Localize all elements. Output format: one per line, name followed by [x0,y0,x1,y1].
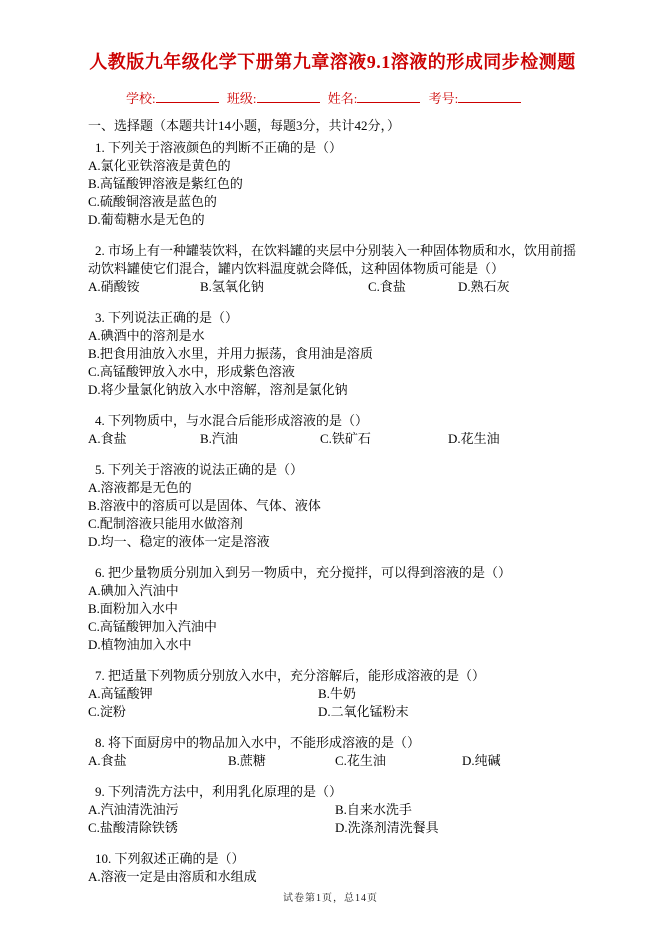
class-blank-line [257,90,320,103]
page-title: 人教版九年级化学下册第九章溶液9.1溶液的形成同步检测题 [89,52,576,72]
question-8 [88,734,577,770]
section-header: 一、选择题（本题共计14小题，每题3分，共计42分，） [88,118,401,133]
question-text: 2. 市场上有一种罐装饮料，在饮料罐的夹层中分别装入一种固体物质和水，饮用前摇动饮料罐使它们混合，罐内饮料温度就会降低，这种固体物质可能是（） [88,243,577,276]
options-row [88,703,577,721]
option-a: A.食盐 [88,431,127,446]
question-text: 10. 下列叙述正确的是（） [95,851,245,866]
option-c: C.高锰酸钾加入汽油中 [88,619,217,634]
options-row [88,819,577,837]
question-text: 1. 下列关于溶液颜色的判断不正确的是（） [95,140,343,155]
option-a: A.食盐 [88,753,127,768]
option-b: B.自来水洗手 [335,802,412,817]
option-c: C.硫酸铜溶液是蓝色的 [88,194,217,209]
option-d: D.熟石灰 [458,279,510,294]
question-6 [88,564,577,654]
option-a: A.汽油清洗油污 [88,802,179,817]
option-a: A.高锰酸钾 [88,686,153,701]
name-field [328,91,424,106]
question-9 [88,783,577,837]
options-row [88,752,577,770]
question-text: 6. 把少量物质分别加入到另一物质中，充分搅拌，可以得到溶液的是（） [95,565,512,580]
option-b: B.汽油 [200,431,238,446]
school-blank-line [156,90,219,103]
school-label: 学校: [126,91,156,106]
student-info-row [88,88,577,107]
question-text: 8. 将下面厨房中的物品加入水中，不能形成溶液的是（） [95,735,421,750]
option-a: A.氯化亚铁溶液是黄色的 [88,158,231,173]
option-a: A.溶液都是无色的 [88,480,192,495]
page-footer: 试卷第1页，总14页 [283,893,378,904]
option-a: A.硝酸铵 [88,279,140,294]
class-field [227,91,323,106]
question-7 [88,667,577,721]
option-d: D.花生油 [448,431,500,446]
option-d: D.植物油加入水中 [88,637,192,652]
exam-no-field [429,91,525,106]
question-2 [88,242,577,296]
question-text: 3. 下列说法正确的是（） [95,310,239,325]
exam-no-label: 考号: [428,91,459,106]
option-c: C.铁矿石 [320,431,371,446]
exam-no-blank-line [458,90,521,103]
option-c: C.淀粉 [88,704,126,719]
question-10 [88,850,577,886]
question-text: 4. 下列物质中，与水混合后能形成溶液的是（） [95,413,369,428]
name-label: 姓名: [327,91,358,106]
question-1 [88,139,577,229]
class-label: 班级: [226,91,257,106]
option-d: D.葡萄糖水是无色的 [88,212,205,227]
school-field [126,91,222,106]
question-4 [88,412,577,448]
question-text: 9. 下列清洗方法中，利用乳化原理的是（） [95,784,343,799]
option-b: B.牛奶 [318,686,356,701]
options-row [88,278,577,296]
option-d: D.将少量氯化钠放入水中溶解，溶剂是氯化钠 [88,382,348,397]
option-d: D.洗涤剂清洗餐具 [335,820,439,835]
option-a: A.溶液一定是由溶质和水组成 [88,869,257,884]
option-b: B.面粉加入水中 [88,601,178,616]
option-c: C.配制溶液只能用水做溶剂 [88,516,243,531]
option-c: C.花生油 [335,753,386,768]
option-a: A.碘加入汽油中 [88,583,179,598]
option-b: B.高锰酸钾溶液是紫红色的 [88,176,243,191]
option-a: A.碘酒中的溶剂是水 [88,328,205,343]
option-c: C.食盐 [368,279,406,294]
option-b: B.溶液中的溶质可以是固体、气体、液体 [88,498,321,513]
option-d: D.二氧化锰粉末 [318,704,409,719]
name-blank-line [357,90,420,103]
option-b: B.把食用油放入水里，并用力振荡，食用油是溶质 [88,346,373,361]
option-d: D.均一、稳定的液体一定是溶液 [88,534,270,549]
option-c: C.高锰酸钾放入水中，形成紫色溶液 [88,364,295,379]
option-b: B.氢氧化钠 [200,279,264,294]
options-row [88,430,577,448]
option-d: D.纯碱 [462,753,501,768]
question-3 [88,309,577,399]
question-text: 7. 把适量下列物质分别放入水中，充分溶解后，能形成溶液的是（） [95,668,486,683]
option-b: B.蔗糖 [228,753,266,768]
options-row [88,685,577,703]
options-row [88,801,577,819]
question-text: 5. 下列关于溶液的说法正确的是（） [95,462,304,477]
question-5 [88,461,577,551]
option-c: C.盐酸清除铁锈 [88,820,178,835]
